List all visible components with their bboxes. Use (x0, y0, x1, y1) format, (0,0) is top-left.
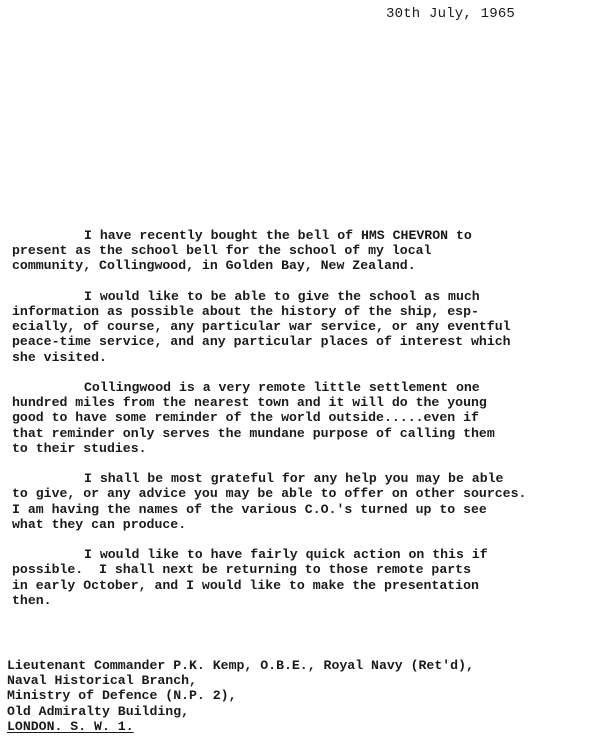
paragraph-line: possible. I shall next be returning to those remote parts (12, 562, 471, 578)
paragraph-line: present as the school bell for the school of my local (12, 243, 432, 259)
paragraph-line: I would like to have fairly quick action on this if (84, 547, 488, 563)
paragraph-line: I am having the names of the various C.O.'s turned up to see (12, 501, 487, 517)
paragraph-line: that reminder only serves the mundane purpose of calling them (12, 425, 495, 441)
paragraph-line: to their studies. (12, 440, 147, 456)
paragraph-line: to give, or any advice you may be able to offer on other sources. (12, 486, 527, 502)
paragraph-line: I would like to be able to give the school as much (84, 288, 480, 304)
paragraph-line: good to have some reminder of the world outside.....even if (12, 410, 479, 426)
paragraph-line: community, Collingwood, in Golden Bay, New Zealand. (12, 258, 416, 274)
paragraph-line: then. (12, 592, 52, 608)
addressee-line: Naval Historical Branch, (7, 673, 197, 689)
paragraph-line: I have recently bought the bell of HMS CHEVRON to (84, 228, 472, 243)
addressee-city-line: LONDON. S. W. 1. (7, 718, 134, 734)
paragraph-1 (12, 228, 597, 274)
paragraph-4 (12, 471, 597, 532)
paragraph-2 (12, 289, 597, 365)
paragraph-5 (12, 547, 597, 608)
paragraph-line: ecially, of course, any particular war service, or any eventful (12, 319, 511, 335)
paragraph-line: hundred miles from the nearest town and it will do the young (12, 395, 487, 411)
paragraph-line: Collingwood is a very remote little settlement one (84, 380, 480, 395)
paragraph-line: what they can produce. (12, 516, 187, 532)
addressee-line: Ministry of Defence (N.P. 2), (7, 688, 237, 704)
addressee-line: Old Admiralty Building, (7, 703, 190, 719)
paragraph-line: I shall be most grateful for any help you may be able (84, 471, 504, 487)
paragraph-line: she visited. (12, 349, 107, 365)
addressee-block (7, 658, 474, 734)
addressee-line: Lieutenant Commander P.K. Kemp, O.B.E., Royal Navy (Ret'd), (7, 658, 474, 673)
letter-date: 30th July, 1965 (386, 6, 516, 22)
paragraph-line: peace-time service, and any particular places of interest which (12, 334, 511, 350)
paragraph-line: information as possible about the history of the ship, esp- (12, 304, 479, 319)
paragraph-3 (12, 380, 597, 456)
letter-body (12, 228, 597, 623)
paragraph-line: in early October, and I would like to make the presentation (12, 577, 479, 593)
